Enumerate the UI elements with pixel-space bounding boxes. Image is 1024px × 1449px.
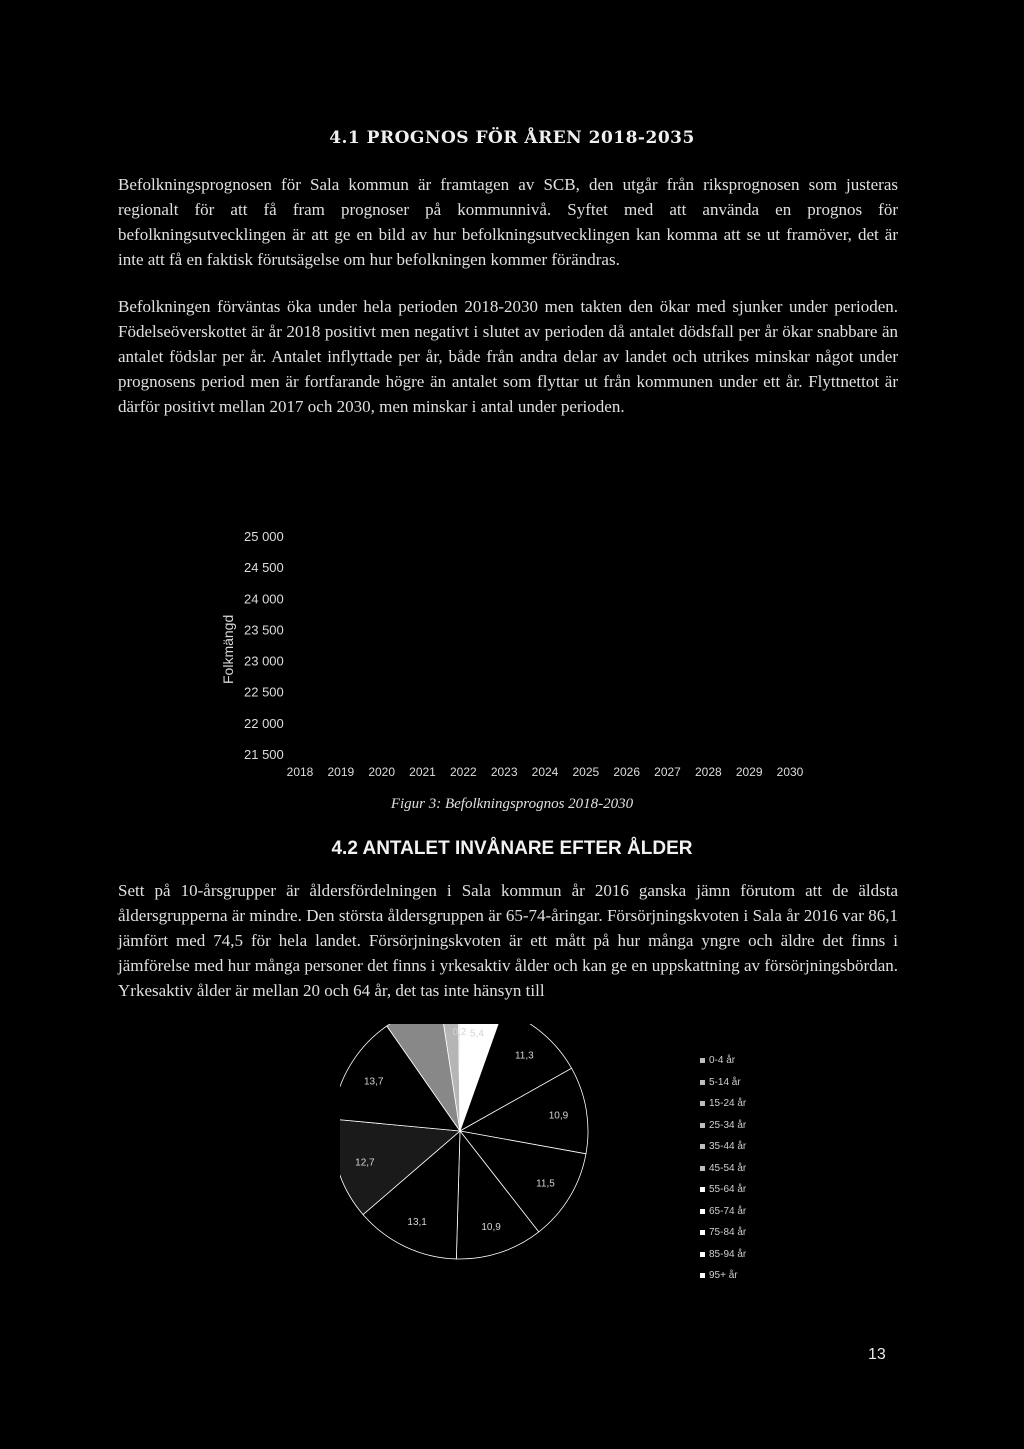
y-tick-label: 22 000: [244, 715, 284, 731]
pie-data-label: 5,4: [470, 1028, 484, 1040]
legend-label: 25-34 år: [709, 1119, 747, 1131]
legend-swatch: [700, 1058, 705, 1063]
x-tick-label: 2023: [490, 765, 518, 779]
pie-data-label: 10,9: [548, 1110, 569, 1122]
y-tick-label: 24 000: [244, 591, 284, 607]
section-heading-prognos: 4.1 PROGNOS FÖR ÅREN 2018-2035: [329, 128, 695, 148]
x-tick-label: 2025: [572, 765, 600, 779]
figure-caption: Figur 3: Befolkningsprognos 2018-2030: [390, 796, 634, 812]
x-tick-label: 2018: [286, 765, 314, 779]
x-tick-label: 2027: [654, 765, 681, 779]
x-tick-label: 2019: [327, 765, 355, 779]
legend-item: [700, 1265, 790, 1287]
paragraph-prognos-details: Befolkningen förväntas öka under hela perioden 2018-2030 men takten den ökar med sjunker under perioden. Födelseöverskottet är år 2018 positivt men negativt i slutet av perioden då antalet dödsfall per år ökar snabbare än antalet födslar per år. Antalet inflyttade per år, både från andra delar av landet och utrikes minskar något under prognosens period men är fortfarande högre än antalet som flyttar ut från kommunen under ett år. Flyttnettot är därför positivt mellan 2017 och 2030, men minskar i antal under perioden.: [118, 297, 898, 416]
legend-swatch: [700, 1123, 705, 1128]
legend-swatch: [700, 1230, 705, 1235]
paragraph-prognos-intro: Befolkningsprognosen för Sala kommun är framtagen av SCB, den utgår från riksprognosen som justeras regionalt för att få fram prognoser på kommunnivå. Syftet med att använda en prognos för befolkningsutvecklingen är att ge en bild av hur befolkningsutvecklingen kan komma att se ut framöver, det är inte att få en faktisk förutsägelse om hur befolkningen kommer förändras.: [118, 175, 898, 269]
y-tick-label: 21 500: [244, 747, 284, 762]
paragraph-alder: Sett på 10-årsgrupper är åldersfördelningen i Sala kommun år 2016 ganska jämn förutom att de äldsta åldersgrupperna är mindre. Den största åldersgruppen är 65-74-åringar. Försörjningskvoten i Sala år 2016 var 86,1 jämfört med 74,5 för hela landet. Försörjningskvoten är ett mått på hur många yngre och äldre det finns i jämförelse med hur många personer det finns i yrkesaktiv ålder och kan ge en uppskattning av försörjningsbördan. Yrkesaktiv ålder är mellan 20 och 64 år, det tas inte hänsyn till: [118, 881, 898, 1000]
x-tick-label: 2024: [531, 765, 559, 779]
legend-item: [700, 1179, 790, 1201]
legend-item: [700, 1050, 790, 1072]
legend-label: 65-74 år: [709, 1205, 747, 1217]
x-tick-label: 2029: [735, 765, 763, 779]
legend-label: 0-4 år: [709, 1055, 736, 1067]
legend-swatch: [700, 1166, 705, 1171]
y-tick-label: 25 000: [244, 529, 284, 544]
legend-item: [700, 1158, 790, 1180]
y-tick-label: 24 500: [244, 560, 284, 576]
y-tick-label: 22 500: [244, 684, 284, 700]
legend-label: 15-24 år: [709, 1098, 747, 1110]
x-tick-label: 2022: [449, 765, 477, 779]
legend-label: 85-94 år: [709, 1248, 747, 1260]
pie-data-label: 13,1: [407, 1217, 427, 1229]
legend-label: 45-54 år: [709, 1162, 747, 1174]
pie-data-label: 11,5: [536, 1178, 555, 1190]
x-tick-label: 2020: [368, 765, 396, 779]
x-tick-label: 2028: [694, 765, 722, 779]
pie-legend: [700, 1050, 790, 1287]
legend-swatch: [700, 1187, 705, 1192]
legend-swatch: [700, 1252, 705, 1257]
legend-item: [700, 1222, 790, 1244]
pie-data-label: 0,2: [452, 1027, 467, 1039]
legend-item: [700, 1136, 790, 1158]
x-tick-label: 2030: [776, 765, 804, 779]
section-heading-alder: 4.2 ANTALET INVÅNARE EFTER ÅLDER: [331, 838, 693, 859]
x-tick-label: 2026: [613, 765, 641, 779]
legend-label: 55-64 år: [709, 1184, 747, 1196]
legend-label: 35-44 år: [709, 1141, 747, 1153]
legend-item: [700, 1093, 790, 1115]
legend-swatch: [700, 1273, 705, 1278]
legend-label: 75-84 år: [709, 1227, 747, 1239]
pie-data-label: 11,3: [514, 1050, 534, 1062]
legend-item: [700, 1201, 790, 1223]
pie-data-label: 12,7: [355, 1157, 375, 1169]
legend-swatch: [700, 1144, 705, 1149]
legend-item: [700, 1072, 790, 1094]
y-tick-label: 23 500: [244, 622, 284, 638]
legend-item: [700, 1244, 790, 1266]
legend-item: [700, 1115, 790, 1137]
population-line-chart: [200, 520, 820, 790]
legend-label: 95+ år: [709, 1270, 738, 1282]
legend-label: 5-14 år: [709, 1076, 741, 1088]
x-tick-label: 2021: [409, 765, 436, 779]
legend-swatch: [700, 1209, 705, 1214]
pie-data-label: 13,7: [364, 1076, 384, 1088]
legend-swatch: [700, 1101, 705, 1106]
legend-swatch: [700, 1080, 705, 1085]
pie-data-label: 10,9: [481, 1221, 501, 1233]
chart1-ylabel: Folkmängd: [220, 614, 236, 684]
y-tick-label: 23 000: [244, 653, 284, 669]
page-number: 13: [868, 1346, 886, 1363]
